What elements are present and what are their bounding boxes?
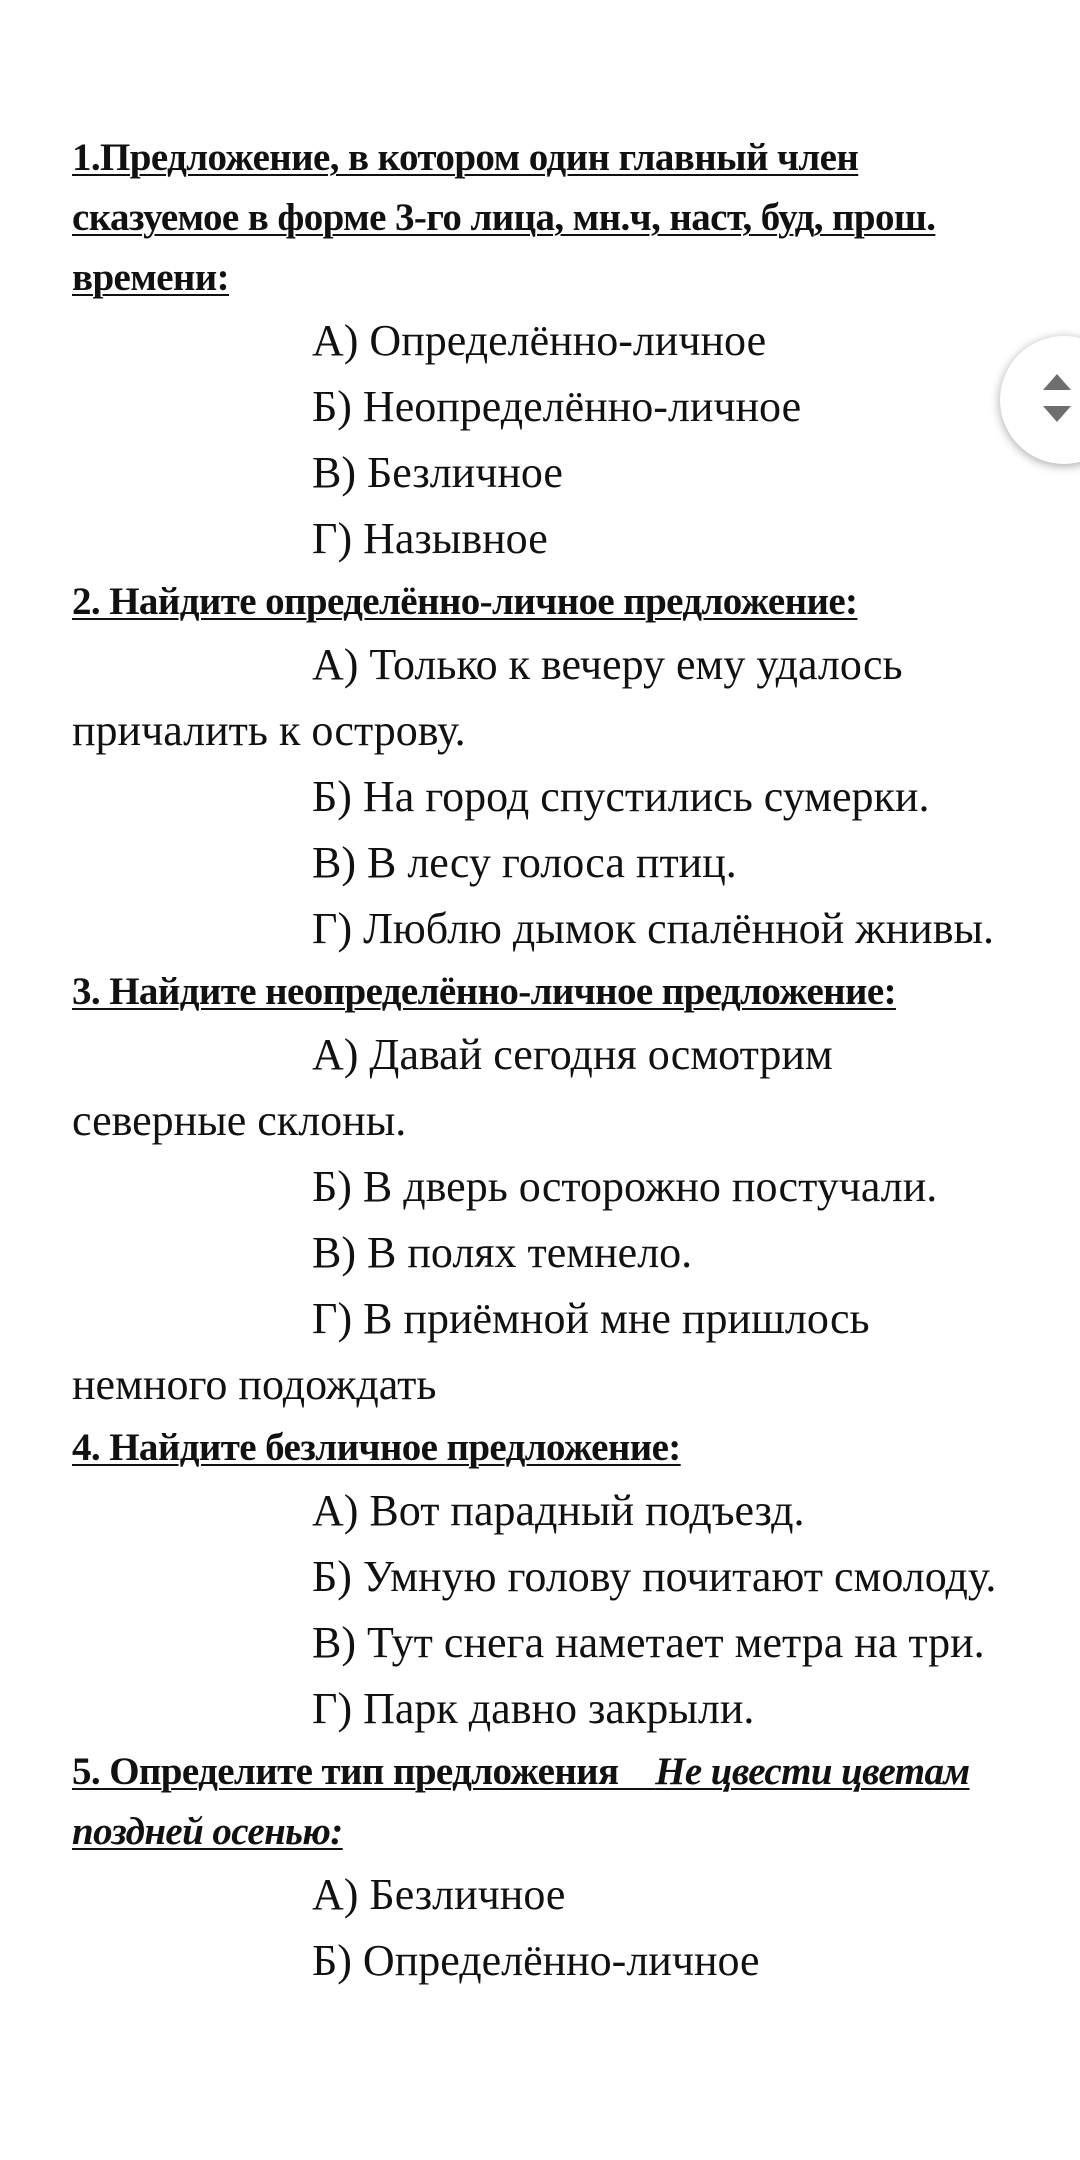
question-3-option-b: Б) В дверь осторожно постучали. xyxy=(312,1162,938,1211)
question-4-option-a: А) Вот парадный подъезд. xyxy=(312,1486,805,1535)
question-1-title: 1.Предложение, в котором один главный член сказуемое в форме 3-го лица, мн.ч, наст, буд, прош. времени: xyxy=(72,136,936,299)
question-4-option-c: В) Тут снега наметает метра на три. xyxy=(312,1618,985,1667)
question-4-option-b: Б) Умную голову почитают смолоду. xyxy=(312,1552,997,1601)
question-2-option-a: А) Только к вечеру ему удалось причалить к острову. xyxy=(72,640,903,755)
scroll-up-down-icon xyxy=(1040,370,1074,426)
question-3-title: 3. Найдите неопределённо-личное предложение: xyxy=(72,970,897,1013)
question-1-option-a: А) Определённо-личное xyxy=(312,316,767,365)
question-2-option-b: Б) На город спустились сумерки. xyxy=(312,772,930,821)
question-2-title: 2. Найдите определённо-личное предложение: xyxy=(72,580,858,623)
question-4-title: 4. Найдите безличное предложение: xyxy=(72,1426,681,1469)
question-5-title xyxy=(72,1742,1012,1862)
question-2-option-d: Г) Люблю дымок спалённой жнивы. xyxy=(312,904,995,953)
question-1-option-c: В) Безличное xyxy=(312,448,563,497)
question-5-option-b: Б) Определённо-личное xyxy=(312,1936,760,1985)
question-4-option-d: Г) Парк давно закрыли. xyxy=(312,1684,755,1733)
question-3-option-a: А) Давай сегодня осмотрим северные склоны. xyxy=(72,1030,833,1145)
question-5-title-text: 5. Определите тип предложения xyxy=(72,1750,619,1793)
question-3-option-d: Г) В приёмной мне пришлось немного подождать xyxy=(72,1294,870,1409)
question-5-title-example: Не цвести цветам поздней осенью: xyxy=(72,1750,970,1853)
document-body xyxy=(72,128,1012,1994)
question-2-option-c: В) В лесу голоса птиц. xyxy=(312,838,737,887)
question-1-option-d: Г) Назывное xyxy=(312,514,548,563)
scroll-button[interactable] xyxy=(1000,336,1080,464)
question-1-option-b: Б) Неопределённо-личное xyxy=(312,382,802,431)
question-5-option-a: А) Безличное xyxy=(312,1870,566,1919)
question-3-option-c: В) В полях темнело. xyxy=(312,1228,693,1277)
